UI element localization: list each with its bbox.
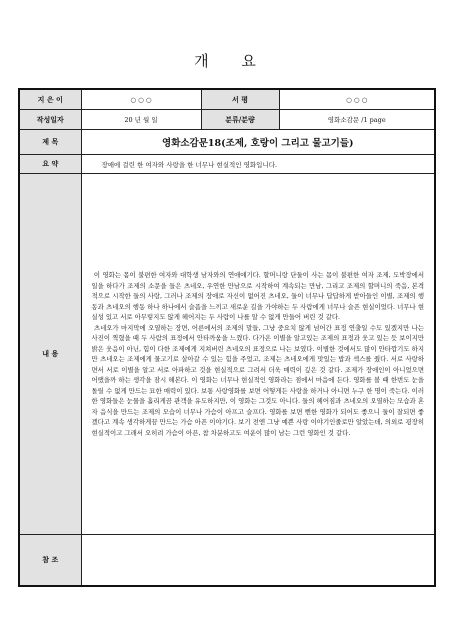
date-row: [19, 110, 435, 130]
subject-label: 제 목: [19, 130, 81, 155]
subject-row: [19, 130, 435, 155]
author-value: ○ ○ ○: [81, 89, 201, 110]
reviewer-value: ○ ○ ○: [279, 89, 435, 110]
content-body-text: 이 영화는 몸이 불편한 여자와 대학생 남자와의 연애얘기다. 할머니랑 단둘이 사는 몸이 불편한 여자 조제, 도박장에서 일을 하다가 조제의 소문을 들은 츠네오, 우연한 만남으로 시작하여 계속되는 만남, 그리고 조제의 할머니의 죽음, 본격적으로 시작한 둘의 사랑, 그러나 조제의 장애로 자신이 없어진 츠네오, 둘이 너무나 답답하게 받아들인 이별, 조제의 행동과 츠네오의 행동 하나 하나에서 슬픔을 느끼고 새로운 길을 가야하는 두 사람에게 너무나 슬픈 현실이었다. 너무나 현실성 있고 서로 아무렇지도 않게 헤어지는 두 사람이 나를 알 수 없게 만들어 버린 것 같다. 츠네오가 마지막에 오열하는 장면, 어른에서의 조제의 말들, 그냥 중요치 않게 넘어간 표정 연출일 수도 있겠지만 나는 사진이 찍혔을 때 두 사람의 표정에서 안타까움을 느꼈다. 다가온 이별을 알고있는 조제의 표정과 웃고 있는 듯 보이지만 밝은 웃음이 아닌, 힘이 다한 조제에게 지쳐버린 츠네오의 표정으로 나는 보였다. 이별한 것에서도 많이 안타깝기도 하지만 츠네오는 조제에게 물고기로 살아갈 수 있는 힘을 주었고, 조제는 츠네오에게 맛있는 밥과 섹스를 줬다. 서로 사랑하면서 서로 이별을 알고 서로 아파하고 것을 현실적으로 그려서 더욱 매력이 깊은 것 같다. 조제가 장애인이 아니었으면 어땠을까 하는 생각을 잠시 해본다. 이 영화는 너무나 현실적인 영화라는 점에서 마음에 든다. 영화를 볼 때 한번도 눈을 돌릴 수 없게 만드는 묘한 매력이 있다. 보통 사랑영화를 보면 어떻게든 사랑을 하거나 아니면 누구 한 명이 죽는다. 이러한 영화들은 눈물을 흘리게끔 관객을 유도하지만, 이 영화는 그것도 아니다. 둘의 헤어짐과 츠네오의 오열하는 모습과 혼자 음식을 만드는 조제의 모습이 너무나 가슴이 아프고 슬프다. 영화를 보면 뻔한 영화가 되어도 좋으니 둘이 잘되면 좋겠다고 계속 생각하게끔 만드는 가슴 아픈 이야기다. 보기 전엔 그냥 예쁜 사랑 이야기인줄로만 알았는데, 의외로 굉장히 현실적이고 그래서 오히려 가슴이 아픈, 참 차분하고도 여운이 많이 남는 그런 영화인 것 같다.: [91, 271, 424, 437]
category-value: 영화소감문 /1 page: [279, 110, 435, 130]
author-label: 지 은 이: [19, 89, 81, 110]
reference-label: 참 조: [19, 535, 81, 587]
summary-value: 장애에 걸린 한 여자와 사랑을 한 너무나 현실적인 영화입니다.: [81, 155, 435, 174]
category-label: 분류/분량: [201, 110, 279, 130]
reviewer-label: 서 평: [201, 89, 279, 110]
reference-row: [19, 535, 435, 587]
reference-value: [81, 535, 435, 587]
report-form-table: [18, 88, 436, 587]
content-cell: [81, 174, 435, 535]
author-row: [19, 89, 435, 110]
content-label: 내 용: [19, 174, 81, 535]
subject-value: 영화소감문18(조제, 호랑이 그리고 물고기들): [81, 130, 435, 155]
date-label: 작성일자: [19, 110, 81, 130]
summary-row: [19, 155, 435, 174]
date-value: 20 년 월 일: [81, 110, 201, 130]
content-row: [19, 174, 435, 535]
document-title: 개 요: [194, 52, 270, 70]
summary-label: 요 약: [19, 155, 81, 174]
